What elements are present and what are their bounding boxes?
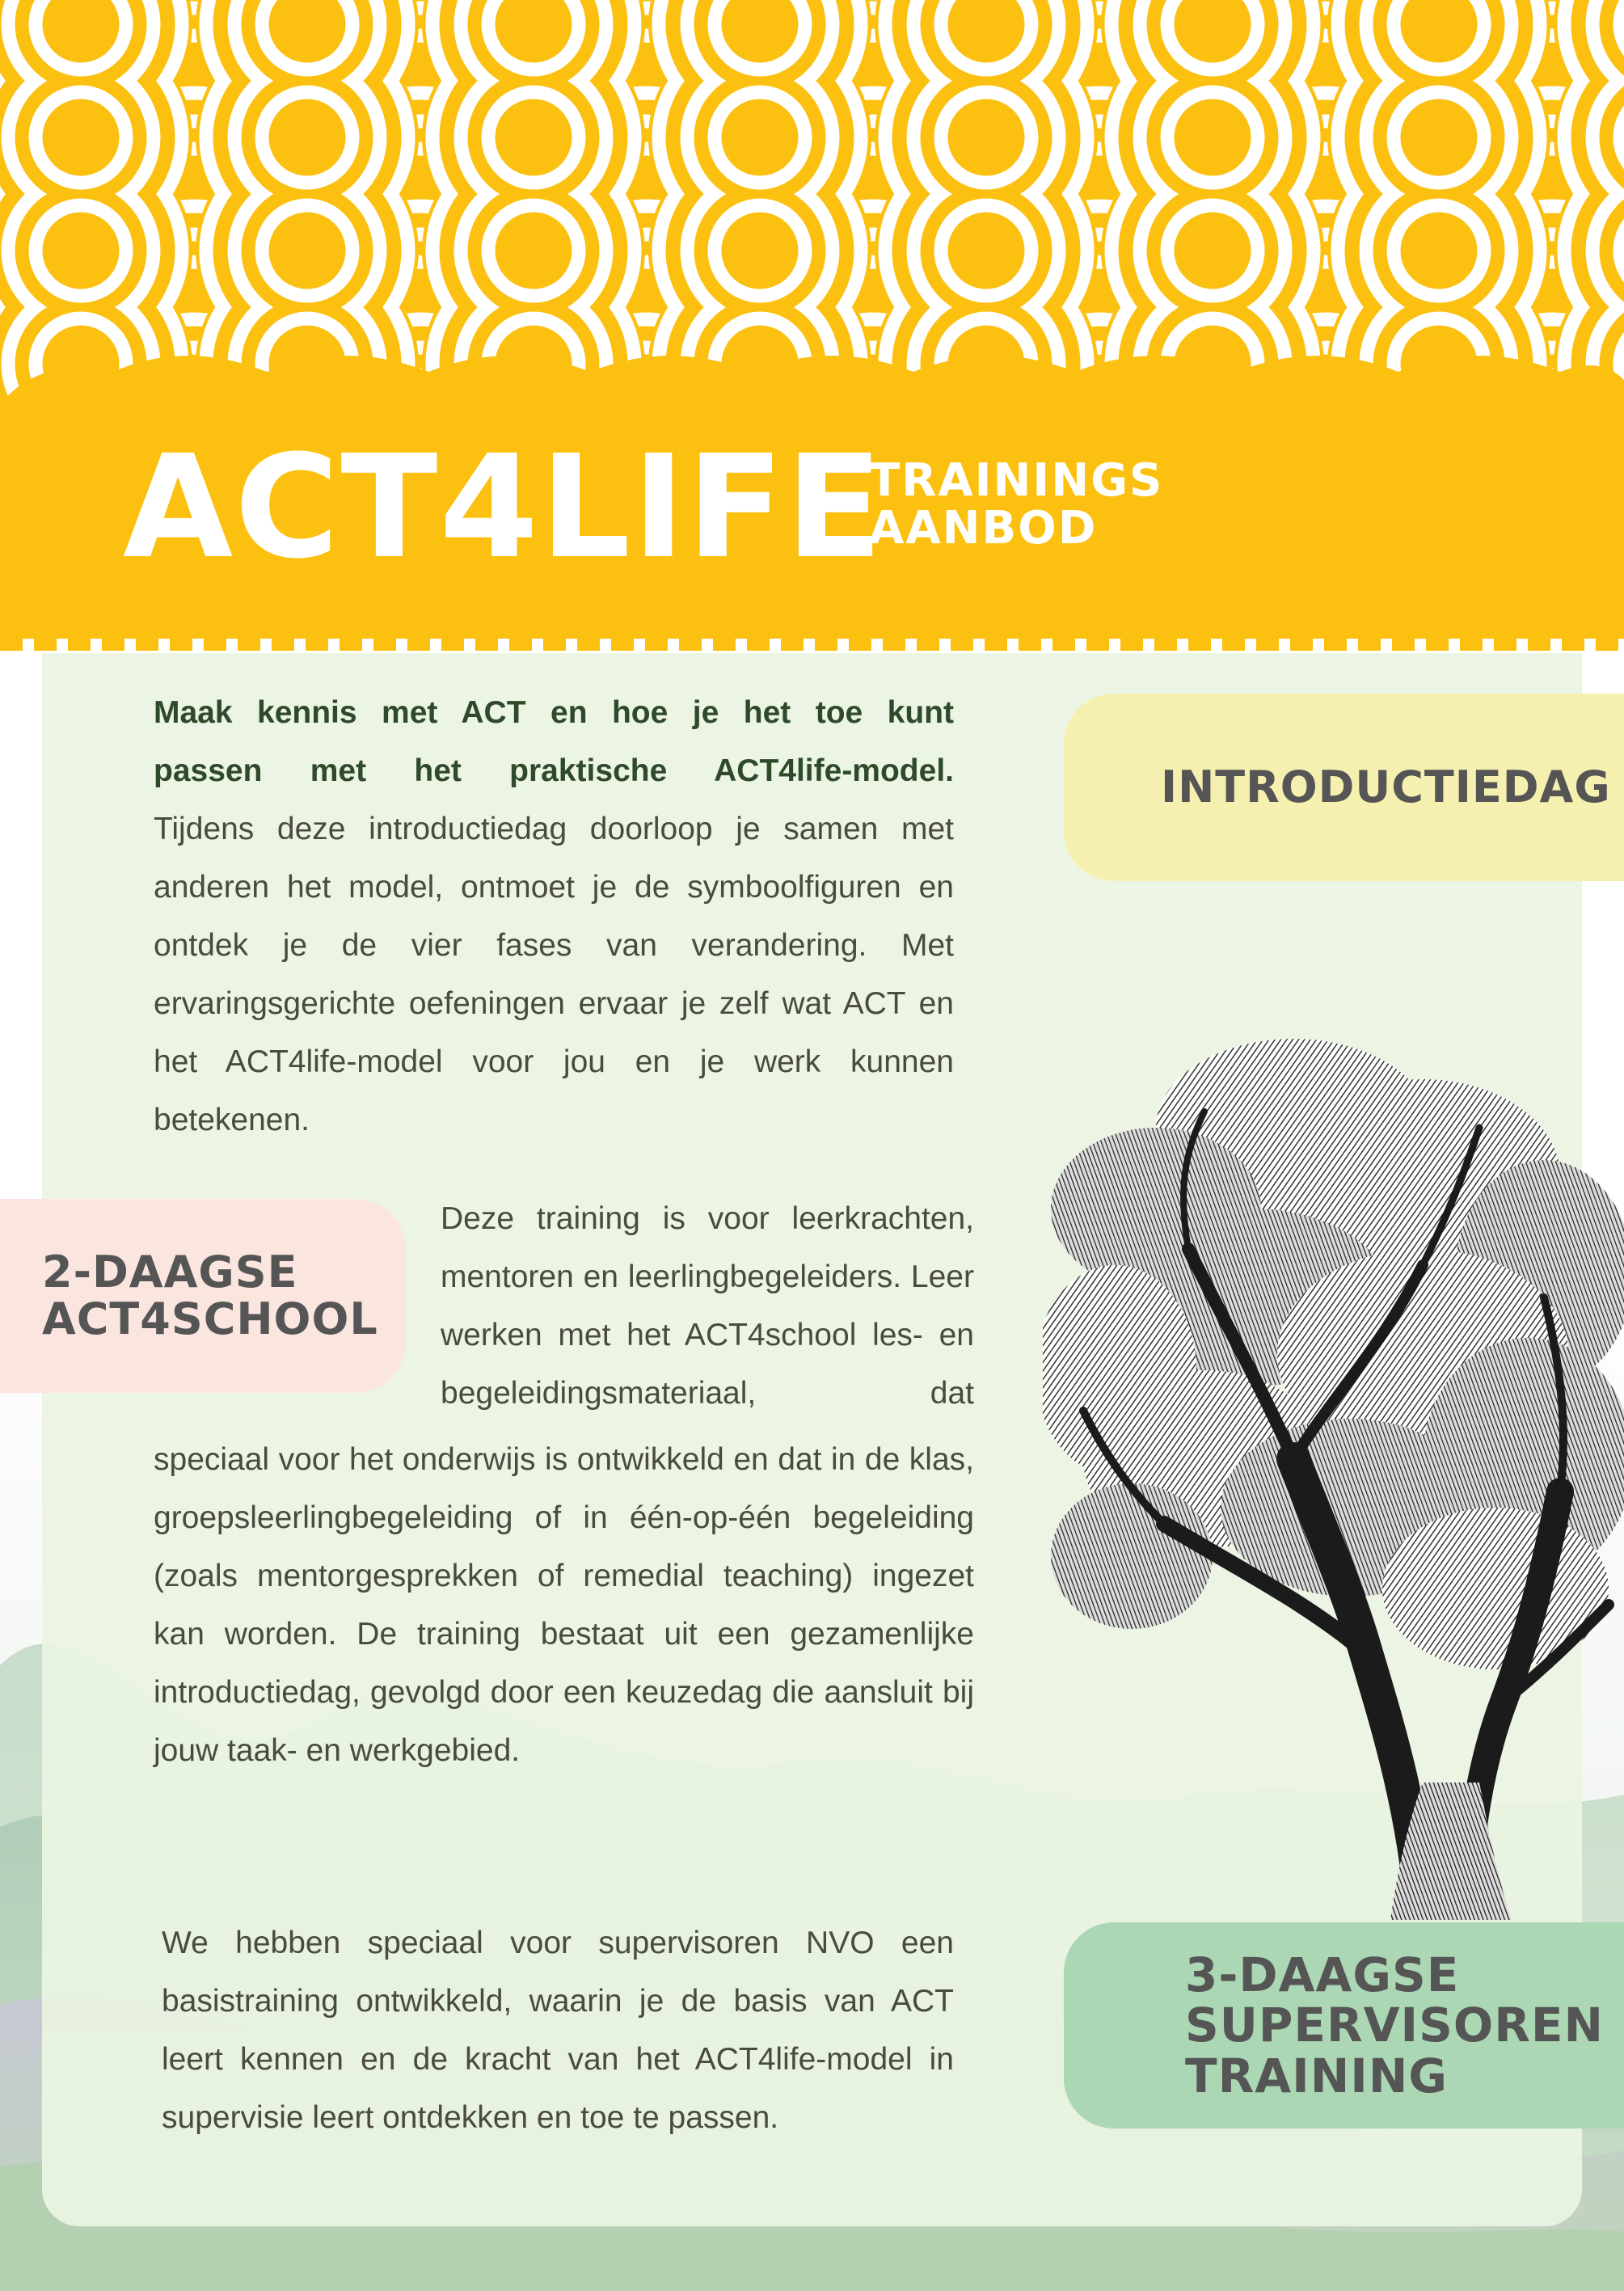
act4school-label-line-2: ACT4SCHOOL: [42, 1293, 378, 1344]
supervisoren-label: [1185, 1947, 1605, 2103]
act4school-label-line-1: 2-DAAGSE: [42, 1246, 298, 1297]
supervisoren-label-line-1: 3-DAAGSE: [1185, 1947, 1460, 2002]
introductiedag-tag: [1064, 694, 1624, 881]
act4school-tag: [0, 1199, 406, 1393]
brand-subtitle: [869, 454, 1164, 555]
introductiedag-text: Tijdens deze introductiedag doorloop je samen met anderen het model, ontmoet je de symboolfiguren en ontdek je de vier fases van verandering. Met ervaringsgerichte oefeningen ervaar je zelf wat ACT en het ACT4life-model voor jou en je werk kunnen betekenen.: [154, 812, 954, 1137]
tree-illustration: [1043, 1006, 1624, 1920]
subtitle-line-2: AANBOD: [869, 501, 1098, 555]
introductiedag-lead-line-1: Maak kennis met ACT en hoe je het toe kunt: [154, 695, 954, 730]
act4school-text-bottom: speciaal voor het onderwijs is ontwikkeld en dat in de klas, groepsleerlingbegeleiding of in één-op-één begeleiding (zoals mentorgesprekken of remedial teaching) ingezet kan worden. De training bestaat uit een gezamenlijke introductiedag, gevolgd door een keuzedag die aansluit bij jouw taak- en werkgebied.: [154, 1442, 974, 1768]
subtitle-line-1: TRAININGS: [869, 454, 1164, 507]
act4school-label: [42, 1246, 378, 1344]
brand-title: ACT4LIFE: [123, 424, 884, 590]
supervisoren-label-line-2: SUPERVISOREN: [1185, 1998, 1605, 2053]
introductiedag-label: INTRODUCTIEDAG: [1161, 761, 1611, 812]
introductiedag-lead-line-2: passen met het praktische ACT4life-model.: [154, 753, 954, 788]
act4school-text-top: Deze training is voor leerkrachten, mentoren en leerlingbegeleiders. Leer werken met het ACT4school les- en begeleidingsmateriaal, dat: [441, 1201, 974, 1411]
supervisoren-label-line-3: TRAINING: [1185, 2048, 1448, 2103]
supervisoren-text: We hebben speciaal voor supervisoren NVO een basistraining ontwikkeld, waarin je de basis van ACT leert kennen en de kracht van het ACT4life-model in supervisie leert ontdekken en toe te passen.: [162, 1926, 954, 2135]
supervisoren-tag: [1064, 1922, 1624, 2129]
introductiedag-description: [154, 684, 954, 1150]
